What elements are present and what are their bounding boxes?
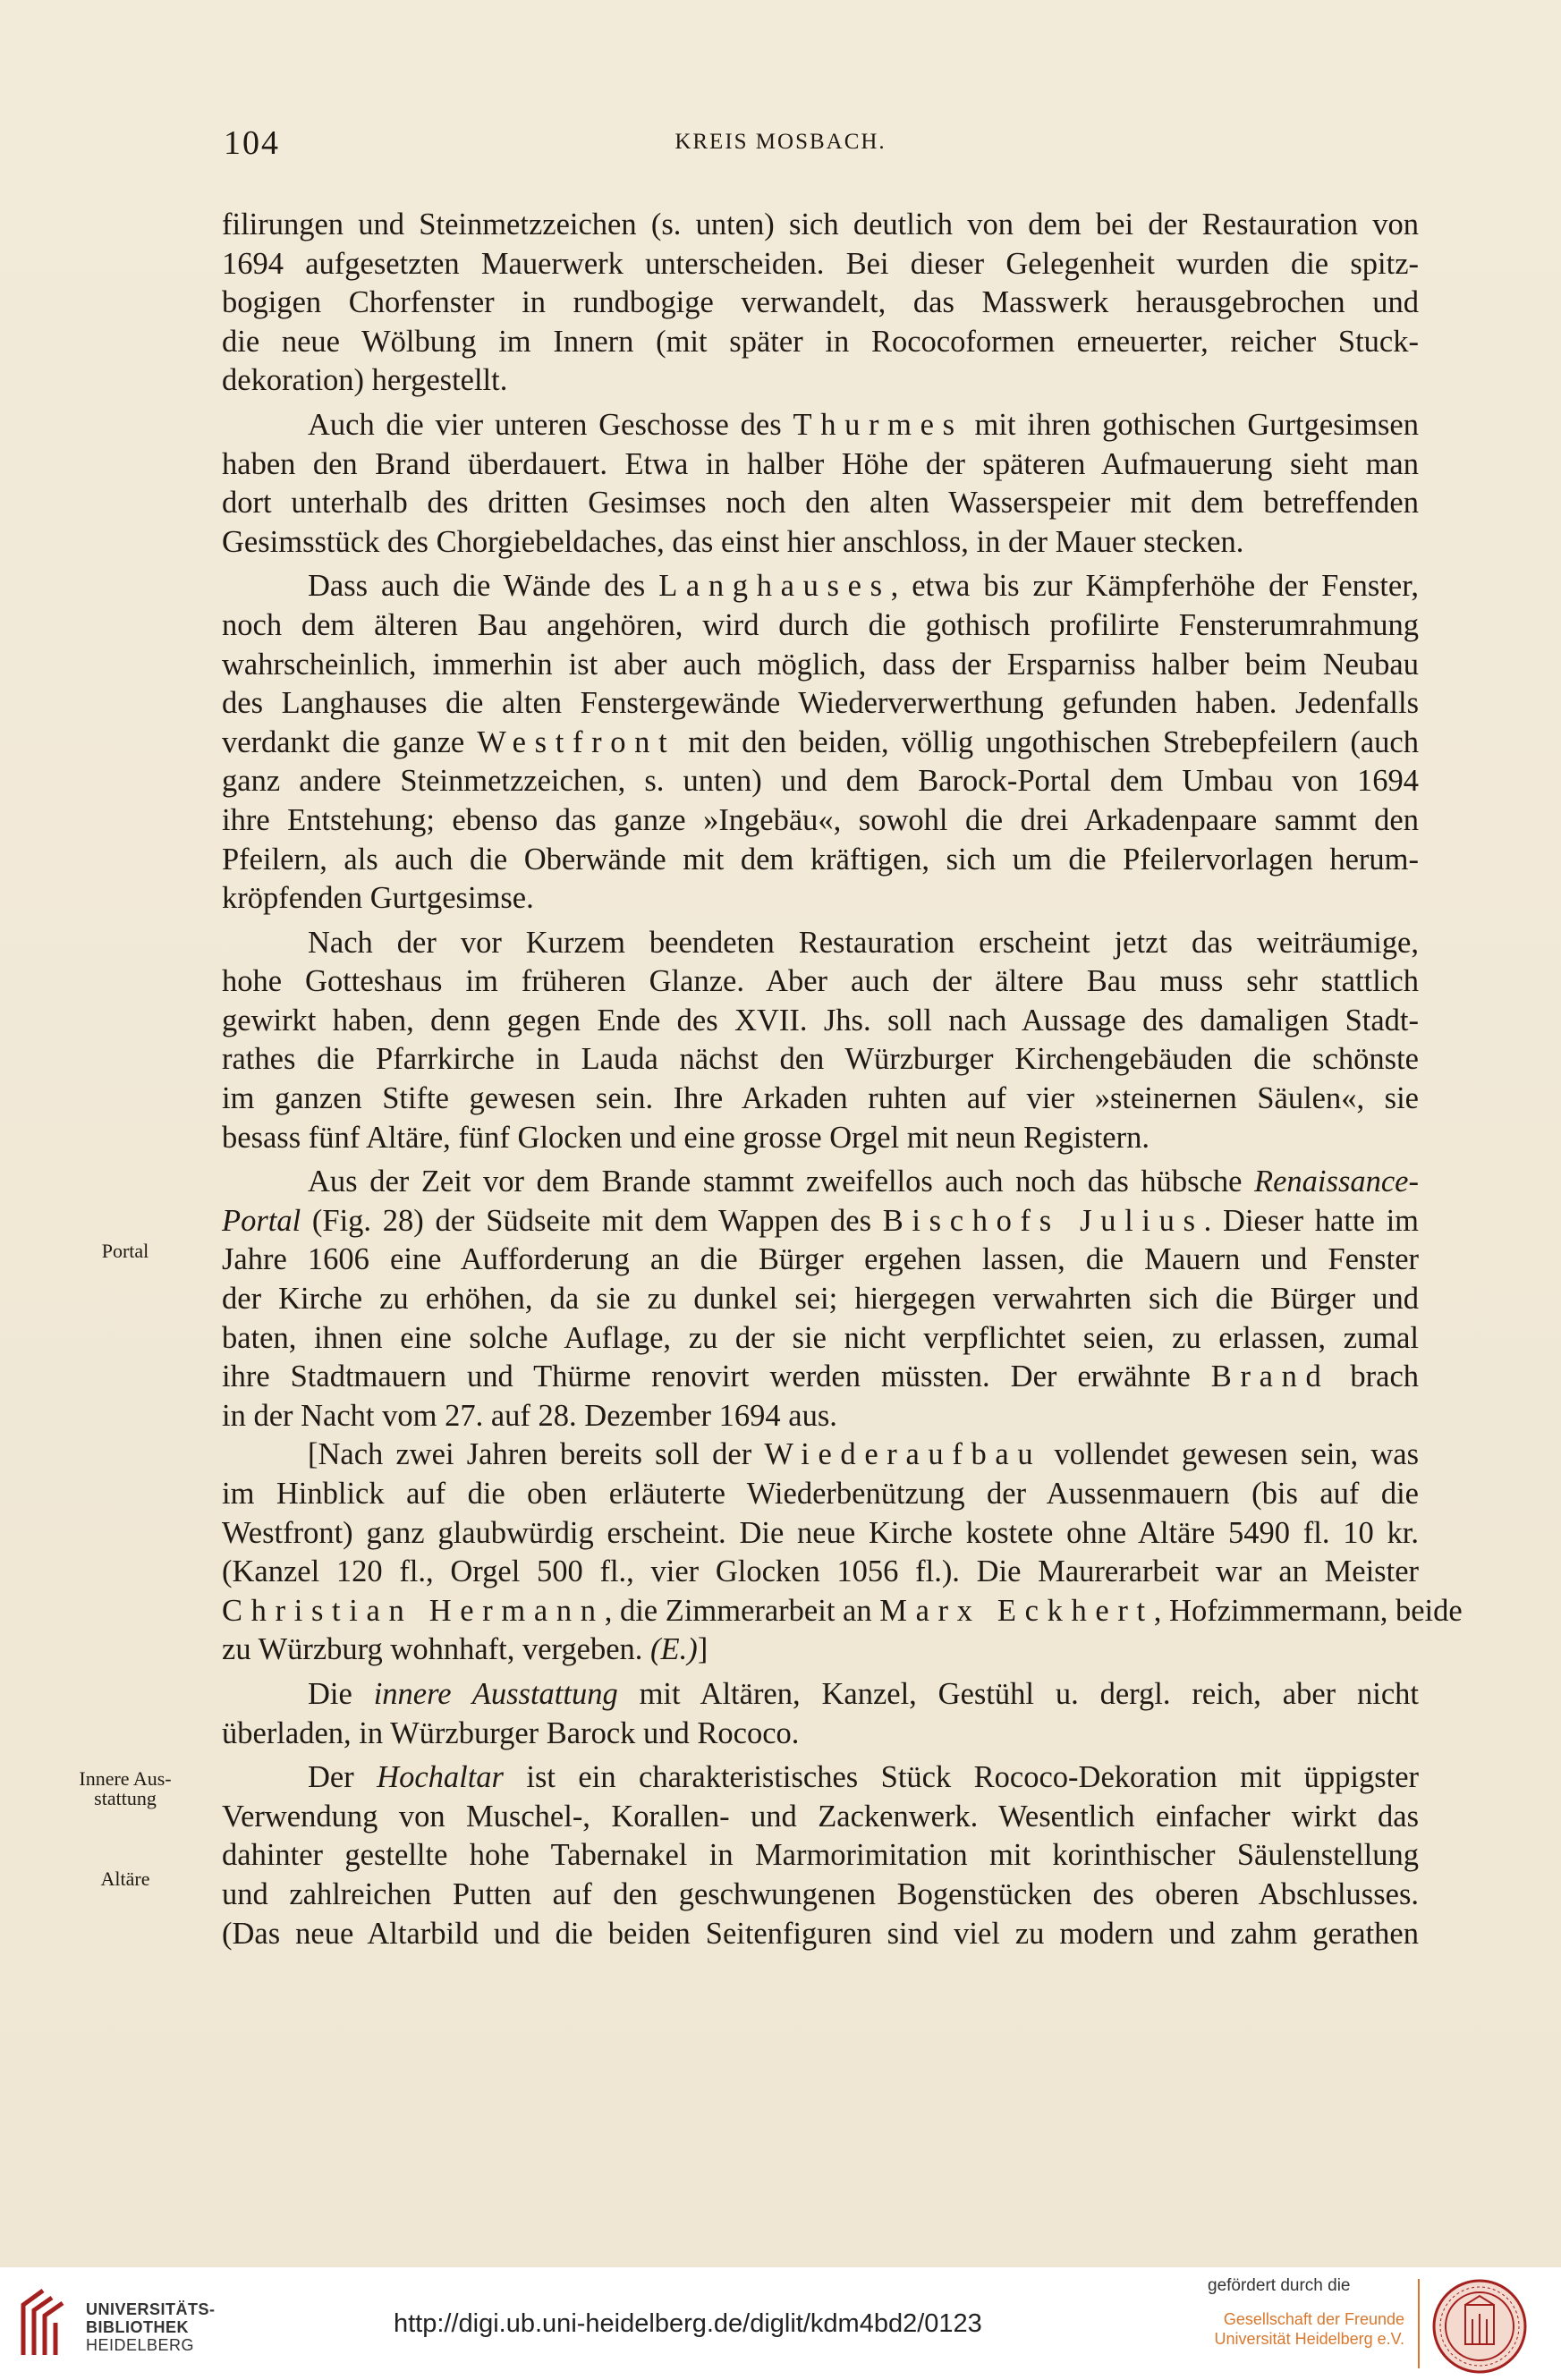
text-line: Portal (Fig. 28) der Südseite mit dem Wappen des Bischofs Julius. Dieser hatte im [222,1203,1419,1238]
text-line: überladen, in Würzburger Barock und Rococo. [222,1715,800,1750]
spaced-term: Marx Eckhert [879,1593,1154,1628]
running-head: KREIS MOSBACH. [674,130,887,154]
text-line: des Langhauses die alten Fenstergewände Wiederverwerthung gefunden haben. Jedenfalls [222,686,1419,721]
spaced-term: Wiederaufbau [764,1437,1042,1472]
society-name-line: Gesellschaft der Freunde [1223,2310,1404,2328]
text-line: zu Würzburg wohnhaft, vergeben. (E.)] [222,1632,708,1667]
text-line: im ganzen Stifte gewesen sein. Ihre Arkaden ruhten auf vier »steinernen Säulen«, sie [222,1081,1419,1116]
text-line: verdankt die ganze Westfront mit den beiden, völlig ungothischen Strebepfeilern (auch [222,724,1419,759]
library-name-line: BIBLIOTHEK [86,2318,189,2336]
text-line: dekoration) hergestellt. [222,363,508,398]
text-line: Der Hochaltar ist ein charakteristisches Stück Rococo-Dekoration mit üppigster [308,1760,1420,1795]
text-line: Auch die vier unteren Geschosse des Thurmes mit ihren gothischen Gurtgesimsen [308,407,1419,442]
spaced-term: Bischofs Julius [882,1203,1204,1238]
spaced-term: Brand [1210,1359,1330,1394]
spaced-term: Christian Hermann [222,1593,605,1628]
text-line: Die innere Ausstattung mit Altären, Kanzel, Gestühl u. dergl. reich, aber nicht [308,1676,1419,1711]
text-line: 1694 aufgesetzten Mauerwerk unterscheiden. Bei dieser Gelegenheit wurden die spitz- [222,246,1419,281]
library-name-line: UNIVERSITÄTS- [86,2300,216,2318]
footer-divider [1418,2279,1420,2368]
text-line: der Kirche zu erhöhen, da sie zu dunkel sei; hiergegen verwahrten sich die Bürger und [222,1282,1419,1317]
margin-note-innere-ausstattung [63,1769,188,1808]
italic-term: innere Ausstattung [373,1676,618,1711]
text-line: in der Nacht vom 27. auf 28. Dezember 1694 aus. [222,1398,837,1433]
text-line: Verwendung von Muschel-, Korallen- und Zackenwerk. Wesentlich einfacher wirkt das [222,1799,1419,1834]
text-line: (Kanzel 120 fl., Orgel 500 fl., vier Glocken 1056 fl.). Die Maurerarbeit war an Meister [222,1554,1419,1589]
text-line: im Hinblick auf die oben erläuterte Wiederbenützung der Aussenmauern (bis auf die [222,1477,1419,1511]
text-line: rathes die Pfarrkirche in Lauda nächst den Würzburger Kirchengebäuden die schönste [222,1042,1419,1077]
page-number: 104 [224,124,280,162]
text-line: baten, ihnen eine solche Auflage, zu der sie nicht verpflichtet seien, zu erlassen, zumal [222,1320,1419,1355]
society-name [1199,2309,1404,2349]
society-name-line: Universität Heidelberg e.V. [1214,2330,1404,2348]
text-line: wahrscheinlich, immerhin ist aber auch möglich, dass der Ersparniss halber beim Neubau [222,647,1419,682]
text-line: kröpfenden Gurtgesimse. [222,881,534,916]
text-line: [Nach zwei Jahren bereits soll der Wiederaufbau vollendet gewesen sein, was [308,1437,1419,1472]
text-line: die neue Wölbung im Innern (mit später in Rococoformen erneuerter, reicher Stuck- [222,324,1419,359]
text-line: Aus der Zeit vor dem Brande stammt zweifellos auch noch das hübsche Renaissance- [308,1165,1419,1199]
italic-term: Portal [222,1203,301,1238]
italic-term: Renaissance- [1254,1165,1419,1199]
text-line: ihre Entstehung; ebenso das ganze »Ingebäu«, sowohl die drei Arkadenpaare sammt den [222,802,1419,837]
text-line: Christian Hermann, die Zimmerarbeit an Marx Eckhert, Hofzimmermann, beide [222,1593,1463,1628]
text-line: Jahre 1606 eine Aufforderung an die Bürger ergehen lassen, die Mauern und Fenster [222,1242,1419,1277]
spaced-term: Langhauses [658,569,891,604]
spaced-term: Thurmes [793,407,963,442]
text-line: Gesimsstück des Chorgiebeldaches, das einst hier anschloss, in der Mauer stecken. [222,524,1244,559]
spaced-term: Westfront [477,724,676,759]
text-line: dort unterhalb des dritten Gesimses noch den alten Wasserspeier mit dem betreffenden [222,486,1419,521]
library-name [86,2300,216,2354]
text-line: filirungen und Steinmetzzeichen (s. unten) sich deutlich von dem bei der Restauration von [222,208,1419,241]
body-text [222,206,1463,1953]
text-line: ganz andere Steinmetzzeichen, s. unten) und dem Barock-Portal dem Umbau von 1694 [222,764,1419,799]
university-seal-icon [1431,2278,1528,2375]
text-line: Dass auch die Wände des Langhauses, etwa bis zur Kämpferhöhe der Fenster, [308,569,1419,604]
text-line: ihre Stadtmauern und Thürme renovirt werden müssten. Der erwähnte Brand brach [222,1359,1420,1394]
margin-note-line: stattung [94,1787,157,1809]
text-line: bogigen Chorfenster in rundbogige verwandelt, das Masswerk herausgebrochen und [222,285,1419,320]
text-line: (Das neue Altarbild und die beiden Seitenfiguren sind viel zu modern und zahm gerathen [222,1916,1419,1951]
text-line: und zahlreichen Putten auf den geschwungenen Bogenstücken des oberen Abschlusses. [222,1876,1419,1911]
text-line: besass fünf Altäre, fünf Glocken und eine grosse Orgel mit neun Registern. [222,1120,1150,1155]
text-line: noch dem älteren Bau angehören, wird durch die gothisch profilirte Fensterumrahmung [222,607,1419,642]
margin-note-line: Innere Aus- [79,1767,172,1790]
text-line: Westfront) ganz glaubwürdig erscheint. Die neue Kirche kostete ohne Altäre 5490 fl. 10 kr. [222,1515,1419,1550]
italic-term: (E.) [650,1632,698,1667]
italic-term: Hochaltar [377,1760,504,1795]
text-line: dahinter gestellte hohe Tabernakel in Marmorimitation mit korinthischer Säulenstellung [222,1838,1419,1873]
text-line: Pfeilern, als auch die Oberwände mit dem kräftigen, sich um die Pfeilervorlagen herum- [222,842,1419,877]
university-library-logo-icon [16,2283,72,2360]
text-line: haben den Brand überdauert. Etwa in halber Höhe der späteren Aufmauerung sieht man [222,446,1419,481]
text-line: gewirkt haben, denn gegen Ende des XVII. Jhs. soll nach Aussage des damaligen Stadt- [222,1003,1419,1038]
library-name-line: HEIDELBERG [86,2336,195,2354]
text-line: Nach der vor Kurzem beendeten Restauration erscheint jetzt das weiträumige, [308,925,1419,960]
margin-note-portal: Portal [101,1240,149,1262]
funded-by-label: gefördert durch die [1208,2276,1351,2295]
permalink-url[interactable]: http://digi.ub.uni-heidelberg.de/diglit/kdm4bd2/0123 [394,2309,982,2338]
text-line: hohe Gotteshaus im früheren Glanze. Aber auch der ältere Bau muss sehr stattlich [222,964,1419,999]
margin-note-altaere: Altäre [100,1868,150,1890]
